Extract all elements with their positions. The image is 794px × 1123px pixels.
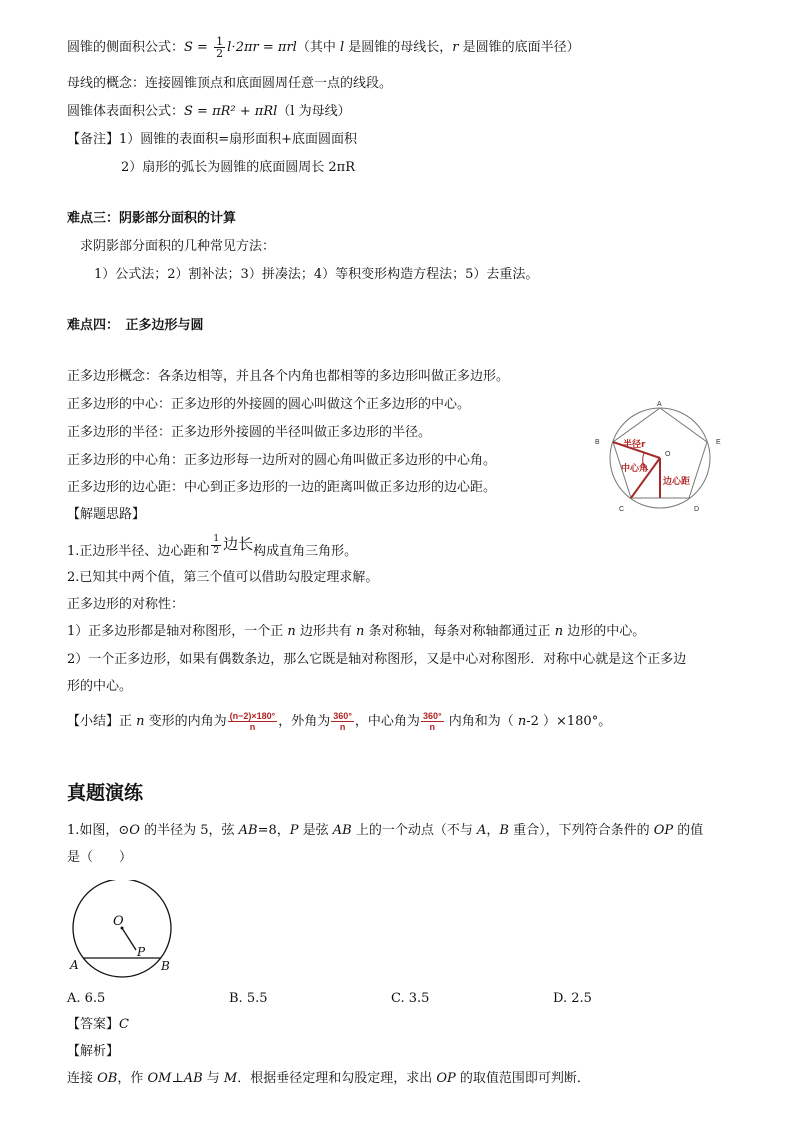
math-a: A [477, 823, 487, 838]
text: 是圆锥的母线长， [344, 40, 453, 55]
label-p: P [137, 945, 146, 959]
text: 圆锥体表面积公式： [67, 104, 185, 119]
shaded-area-intro: 求阴影部分面积的几种常见方法： [80, 239, 276, 254]
answer-value: C [119, 1017, 129, 1032]
difficulty-4-heading: 难点四： 正多边形与圆 [67, 318, 204, 333]
note-2: 2）扇形的弧长为圆锥的底面圆周长 2πR [121, 160, 356, 175]
text: ，中心角为 [354, 714, 420, 729]
option-b[interactable]: B. 5.5 [229, 991, 268, 1006]
symmetry-point-2-cont: 形的中心。 [67, 679, 133, 694]
text: -2 ）×180°。 [526, 714, 612, 729]
symmetry-point-1 [67, 623, 645, 641]
denominator: n [429, 722, 435, 732]
math-l: l [339, 40, 345, 55]
text: 重合），下列符合条件的 [508, 823, 654, 838]
solution-approach-label: 【解题思路】 [67, 507, 146, 522]
text: 是圆锥的底面半径） [458, 40, 580, 55]
vertex-label-b: B [595, 439, 600, 446]
text: ⊥ [171, 1071, 184, 1086]
regular-polygon-definition: 正多边形概念：各条边相等，并且各个内角也都相等的多边形叫做正多边形。 [67, 369, 510, 384]
math-ab: AB [238, 823, 258, 838]
text: 的取值范围即可判断． [455, 1071, 590, 1086]
answer-line [67, 1016, 129, 1034]
math-formula: S = πR² + πRl [184, 104, 278, 119]
fraction-central-angle [421, 711, 444, 732]
text: 内角和为（ [444, 714, 518, 729]
math-o: O [129, 823, 140, 838]
pentagon-in-circle-figure [592, 398, 732, 516]
segment-op [122, 928, 136, 950]
vertex-label-e: E [716, 439, 721, 446]
summary-line [67, 711, 611, 732]
text: 边长 [223, 535, 254, 553]
center-label-o: O [665, 451, 671, 458]
math-p: P [289, 823, 299, 838]
math-eq: = [192, 40, 213, 55]
denominator: n [249, 722, 256, 732]
math-l: l [227, 40, 232, 55]
text: 变形的内角为 [144, 714, 227, 729]
text: ，外角为 [278, 714, 331, 729]
numerator: 360° [333, 711, 352, 721]
cone-lateral-area-formula [67, 36, 580, 59]
regular-polygon-apothem: 正多边形的边心距：中心到正多边形的一边的距离叫做正多边形的边心距。 [67, 480, 497, 495]
denominator: 2 [216, 47, 224, 60]
answer-label: 【答案】 [67, 1017, 120, 1032]
label-radius: 半径r [623, 440, 646, 450]
label-a: A [70, 958, 79, 972]
text: （其中 [296, 40, 340, 55]
text: 1）正多边形都是轴对称图形，一个正 [67, 624, 288, 639]
text: 【小结】正 [67, 714, 137, 729]
denominator: 2 [213, 546, 220, 556]
numerator: 360° [422, 711, 442, 721]
question-1-stem [67, 822, 703, 840]
vertex-label-c: C [619, 506, 625, 513]
vertex-label-a: A [657, 401, 662, 408]
section-heading: 真题演练 [67, 782, 144, 804]
generatrix-definition: 母线的概念：连接圆锥顶点和底面圆周任意一点的线段。 [67, 76, 393, 91]
analysis-label: 【解析】 [67, 1044, 120, 1059]
text: 是弦 [298, 823, 333, 838]
symmetry-point-2: 2）一个正多边形，如果有偶数条边，那么它既是轴对称图形，又是中心对称图形．对称中心就是这个正多边 [67, 652, 687, 667]
math-n: n [554, 624, 564, 639]
label-apothem: 边心距 [663, 477, 691, 487]
difficulty-3-heading: 难点三：阴影部分面积的计算 [67, 211, 237, 226]
text: （l 为母线） [277, 104, 351, 119]
fraction-interior-angle [228, 711, 278, 732]
numerator: 1 [216, 35, 224, 48]
math-rest: ⋅2πr = πrl [231, 40, 297, 55]
math-om: OM [147, 1071, 172, 1086]
math-n: n [517, 714, 527, 729]
numerator: 1 [213, 534, 220, 544]
regular-polygon-center: 正多边形的中心：正多边形的外接圆的圆心叫做这个正多边形的中心。 [67, 397, 471, 412]
math-ab: AB [332, 823, 352, 838]
text: 条对称轴，每条对称轴都通过正 [364, 624, 555, 639]
shaded-area-methods: 1）公式法；2）割补法；3）拼凑法；4）等积变形构造方程法；5）去重法。 [94, 267, 539, 282]
option-d[interactable]: D. 2.5 [553, 991, 592, 1006]
text: ， [486, 823, 500, 838]
text: 1.正边形半径、边心距和 [67, 544, 210, 559]
regular-polygon-radius: 正多边形的半径：正多边形外接圆的半径叫做正多边形的半径。 [67, 425, 432, 440]
math-ab: AB [183, 1071, 203, 1086]
analysis-text [67, 1070, 590, 1088]
text: 边形的中心。 [563, 624, 646, 639]
text: 圆锥的侧面积公式： [67, 40, 185, 55]
symmetry-heading: 正多边形的对称性： [67, 597, 185, 612]
circle-chord-figure [66, 880, 186, 980]
fraction-half [211, 534, 221, 557]
fraction-exterior-angle [331, 711, 354, 732]
regular-polygon-central-angle: 正多边形的中心角：正多边形每一边所对的圆心角叫做正多边形的中心角。 [67, 453, 497, 468]
label-o: O [113, 914, 124, 929]
math-n: n [356, 624, 365, 639]
text: 与 [202, 1071, 224, 1086]
text: 的半径为 5，弦 [139, 823, 239, 838]
math-n: n [136, 714, 145, 729]
option-c[interactable]: C. 3.5 [391, 991, 430, 1006]
question-1-stem-cont: 是（ ） [67, 850, 133, 865]
text: 边形共有 [295, 624, 357, 639]
math-b: B [499, 823, 509, 838]
text: 的值 [673, 823, 704, 838]
denominator: n [339, 722, 346, 732]
numerator: (n−2)×180° [229, 711, 276, 721]
cone-surface-formula [67, 103, 351, 121]
text: =8， [257, 823, 290, 838]
fraction-half [214, 36, 225, 59]
text: ．根据垂径定理和勾股定理，求出 [237, 1071, 437, 1086]
text: 上的一个动点（不与 [351, 823, 477, 838]
text: ，作 [117, 1071, 148, 1086]
approach-point-1 [67, 534, 358, 563]
math-m: M [223, 1071, 238, 1086]
math-ob: OB [97, 1071, 118, 1086]
math-op: OP [436, 1071, 456, 1086]
math-s: S [184, 40, 193, 55]
text: 连接 [67, 1071, 98, 1086]
label-central-angle: 中心角 [621, 464, 649, 474]
option-a[interactable]: A. 6.5 [67, 991, 106, 1006]
math-n: n [287, 624, 296, 639]
text: 构成直角三角形。 [253, 544, 358, 559]
label-b: B [161, 959, 170, 973]
vertex-label-d: D [694, 506, 700, 513]
math-r: r [452, 40, 459, 55]
approach-point-2: 2.已知其中两个值，第三个值可以借助勾股定理求解。 [67, 570, 379, 585]
text: 1.如图，⊙ [67, 823, 130, 838]
math-op: OP [653, 823, 674, 838]
note-1: 【备注】1）圆锥的表面积=扇形面积+底面圆面积 [67, 132, 358, 147]
